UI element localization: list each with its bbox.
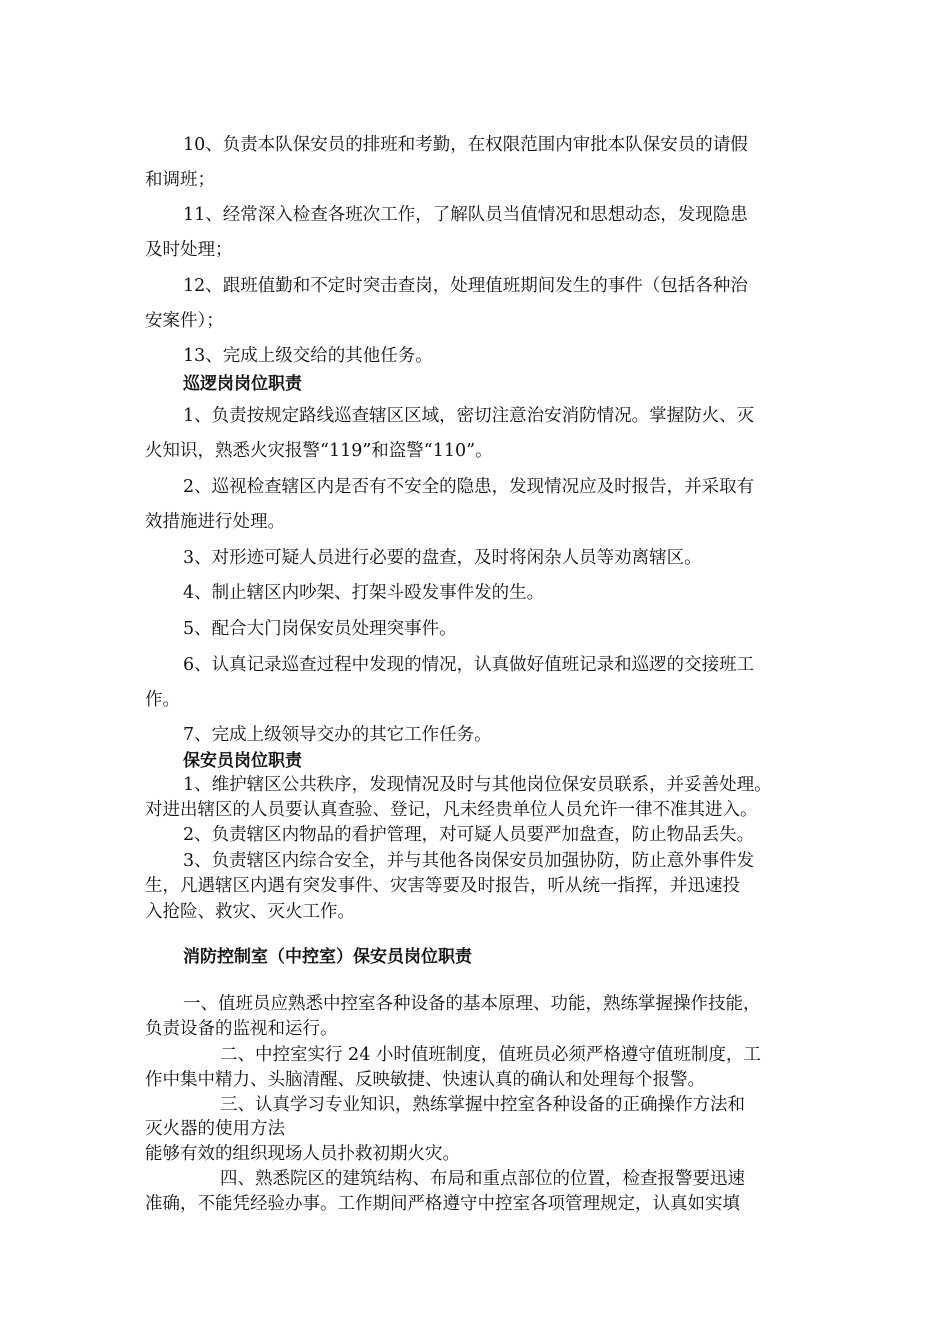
control-room-item-3-line2: 灭火器的使用方法 bbox=[145, 1119, 285, 1139]
patrol-item-6-line2: 作。 bbox=[145, 690, 180, 710]
control-room-item-1-line1: 一、值班员应熟悉中控室各种设备的基本原理、功能，熟练掌握操作技能， bbox=[183, 994, 761, 1014]
patrol-item-1-line1: 1、负责按规定路线巡查辖区区域，密切注意治安消防情况。掌握防火、灭 bbox=[183, 406, 755, 426]
patrol-item-1-line2: 火知识，熟悉火灾报警“119”和盗警“110”。 bbox=[145, 441, 493, 461]
control-room-item-2-line2: 作中集中精力、头脑清醒、反映敏捷、快速认真的确认和处理每个报警。 bbox=[145, 1070, 705, 1090]
control-room-item-3-line3: 能够有效的组织现场人员扑救初期火灾。 bbox=[145, 1144, 460, 1164]
supervisor-item-11-line2: 及时处理； bbox=[145, 240, 233, 260]
supervisor-item-11-line1: 11、经常深入检查各班次工作，了解队员当值情况和思想动态，发现隐患 bbox=[183, 205, 748, 225]
guard-item-3-line1: 3、负责辖区内综合安全，并与其他各岗保安员加强协防，防止意外事件发 bbox=[183, 851, 755, 871]
guard-item-1-line2: 对进出辖区的人员要认真查验、登记，凡未经贵单位人员允许一律不准其进入。 bbox=[145, 800, 758, 820]
patrol-item-2-line2: 效措施进行处理。 bbox=[145, 512, 285, 532]
supervisor-item-10-line1: 10、负责本队保安员的排班和考勤，在权限范围内审批本队保安员的请假 bbox=[183, 135, 748, 155]
supervisor-item-13: 13、完成上级交给的其他任务。 bbox=[183, 346, 433, 366]
patrol-item-6-line1: 6、认真记录巡查过程中发现的情况，认真做好值班记录和巡逻的交接班工 bbox=[183, 655, 755, 675]
guard-item-1-line1: 1、维护辖区公共秩序，发现情况及时与其他岗位保安员联系，并妥善处理。 bbox=[183, 775, 772, 795]
supervisor-item-12-line2: 安案件）； bbox=[145, 311, 224, 331]
control-room-item-1-line2: 负责设备的监视和运行。 bbox=[145, 1019, 338, 1039]
control-room-item-3-line1: 三、认真学习专业知识，熟练掌握中控室各种设备的正确操作方法和 bbox=[220, 1095, 745, 1115]
supervisor-item-12-line1: 12、跟班值勤和不定时突击查岗，处理值班期间发生的事件（包括各种治 bbox=[183, 276, 748, 296]
control-room-item-4-line1: 四、熟悉院区的建筑结构、布局和重点部位的位置，检查报警要迅速 bbox=[220, 1169, 745, 1189]
control-room-item-4-line2: 准确，不能凭经验办事。工作期间严格遵守中控室各项管理规定，认真如实填 bbox=[145, 1194, 740, 1214]
patrol-heading: 巡逻岗岗位职责 bbox=[183, 374, 302, 394]
patrol-item-4: 4、制止辖区内吵架、打架斗殴发事件发的生。 bbox=[183, 583, 545, 603]
control-room-heading: 消防控制室（中控室）保安员岗位职责 bbox=[183, 947, 472, 967]
patrol-item-7: 7、完成上级领导交办的其它工作任务。 bbox=[183, 725, 492, 745]
guard-item-2: 2、负责辖区内物品的看护管理，对可疑人员要严加盘查，防止物品丢失。 bbox=[183, 825, 755, 845]
control-room-item-2-line1: 二、中控室实行 24 小时值班制度，值班员必须严格遵守值班制度，工 bbox=[220, 1045, 761, 1065]
patrol-item-3: 3、对形迹可疑人员进行必要的盘查，及时将闲杂人员等劝离辖区。 bbox=[183, 548, 702, 568]
patrol-item-5: 5、配合大门岗保安员处理突事件。 bbox=[183, 619, 457, 639]
guard-item-3-line2: 生，凡遇辖区内遇有突发事件、灾害等要及时报告，听从统一指挥，并迅速投 bbox=[145, 876, 740, 896]
guard-heading: 保安员岗位职责 bbox=[183, 751, 302, 771]
guard-item-3-line3: 入抢险、救灾、灭火工作。 bbox=[145, 902, 355, 922]
patrol-item-2-line1: 2、巡视检查辖区内是否有不安全的隐患，发现情况应及时报告，并采取有 bbox=[183, 477, 755, 497]
supervisor-item-10-line2: 和调班； bbox=[145, 170, 215, 190]
